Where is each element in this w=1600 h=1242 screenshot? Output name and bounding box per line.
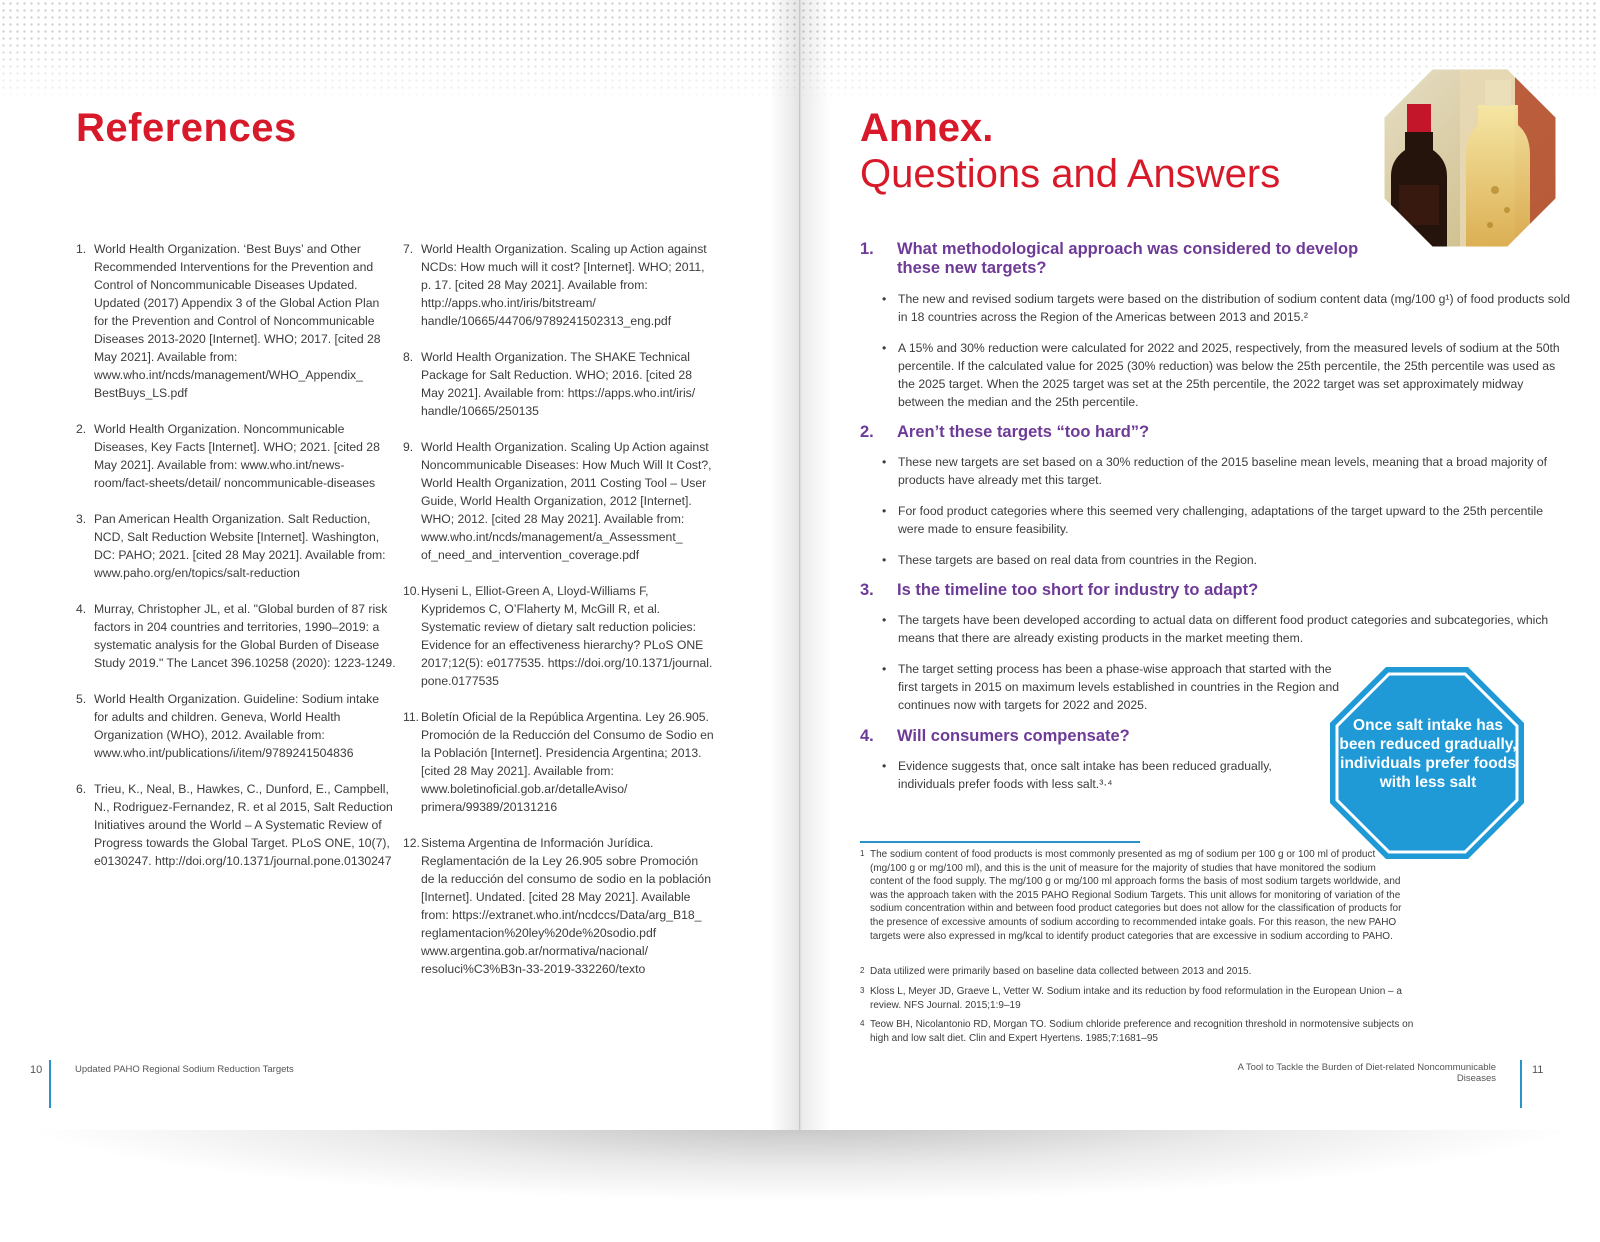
footer-rule [1520,1060,1522,1108]
reference-text: Hyseni L, Elliot-Green A, Lloyd-Williams F, Kypridemos C, O’Flaherty M, McGill R, et al. Systematic review of dietary salt reduction policies: Evidence for an effectiveness hierarchy? PLoS ONE 2017;12(5): e0177535. https://doi.org/10.1371/journal. pone.0177535 [421,584,713,688]
question-number: 3. [860,581,874,599]
question-1 [860,240,1358,278]
reference-text: Boletín Oficial de la República Argentina. Ley 26.905. Promoción de la Reducción del Consumo de Sodio en la Población [Internet]. Presidencia Argentina; 2013. [cited 28 May 2021]. Available from: www.boletinoficial.gob.ar/detalleAviso/ primera/99389/20131216 [421,710,714,814]
bottles-photo-octagon [1375,60,1565,256]
answer-text: These new targets are set based on a 30% reduction of the 2015 baseline mean levels, meaning that a broad majority of products have already met this target. [898,455,1548,487]
answer-bullet: • A 15% and 30% reduction were calculated for 2022 and 2025, respectively, from the measured levels of sodium at the 50th percentile. If the calculated value for 2025 (30% reduction) was below the 25th percentile, the 25th percentile was used as the 2025 target. When the 2025 target was set at the 25th percentile, the 2022 target was set approximately midway between the median and the 25th percentile. [882,339,1572,411]
reference-item [76,420,396,492]
page-number: 10 [30,1064,43,1076]
running-footer-title: A Tool to Tackle the Burden of Diet-related Noncommunicable Diseases [1237,1062,1496,1084]
reference-number: 6. [76,782,87,796]
answer-bullet: • The targets have been developed according to actual data on different food product categories and subcategories, which means that there are already existing products in the market meeting them. [882,611,1572,647]
answer-text: The new and revised sodium targets were based on the distribution of sodium content data (mg/100 g¹) of food products sold in 18 countries across the Region of the Americas between 2013 and 2015.² [898,292,1571,324]
question-3 [860,581,1258,600]
reference-text: Pan American Health Organization. Salt Reduction, NCD, Salt Reduction Website [Internet]. Washington, DC: PAHO; 2021. [cited 28 May 2021]. Available from: www.paho.org/en/topics/salt-reduction [94,512,386,580]
question-4 [860,727,1130,746]
answer-bullet: • These new targets are set based on a 30% reduction of the 2015 baseline mean levels, meaning that a broad majority of products have already met this target. [882,453,1572,489]
answer-bullet: • These targets are based on real data from countries in the Region. [882,553,1258,567]
answer-bullet: • For food product categories where this seemed very challenging, adaptations of the target upward to the 25th percentile were made to ensure feasibility. [882,502,1572,538]
reference-number: 12. [403,836,420,850]
footnote-number: 2 [860,966,865,975]
reference-text: World Health Organization. Guideline: Sodium intake for adults and children. Geneva, World Health Organization (WHO), 2012. Available from: www.who.int/publications/i/item/9789241504836 [94,692,379,760]
right-page [800,0,1600,1130]
annex-title: Annex. [860,106,994,150]
footnote-rule [860,841,1140,843]
footnote-text: Teow BH, Nicolantonio RD, Morgan TO. Sodium chloride preference and recognition threshold in normotensive subjects on high and low salt diet. Clin and Expert Hyertens. 1985;7:1681–95 [870,1019,1414,1044]
footnote [860,1018,1420,1045]
reference-number: 11. [403,710,420,724]
question-text [897,240,1358,278]
reference-item [403,240,715,330]
reference-number: 7. [403,242,414,256]
reference-text: World Health Organization. The SHAKE Technical Package for Salt Reduction. WHO; 2016. [cited 28 May 2021]. Available from: https://apps.who.int/iris/ handle/10665/250135 [421,350,696,418]
page-title: References [76,106,297,150]
reference-number: 9. [403,440,414,454]
references-column-2 [403,240,715,996]
answer-text: These targets are based on real data from countries in the Region. [898,553,1258,567]
reference-text: World Health Organization. ‘Best Buys’ and Other Recommended Interventions for the Prevention and Control of Noncommunicable Diseases Updated. Updated (2017) Appendix 3 of the Global Action Plan for the Prevention and Control of Noncommunicable Diseases 2013-2020 [Internet]. WHO; 2017. [cited 28 May 2021]. Available from: www.who.int/ncds/management/WHO_Appendix_ BestBuys_LS.pdf [94,242,381,400]
reference-text: World Health Organization. Scaling up Action against NCDs: How much will it cost? [Internet]. WHO; 2011, p. 17. [cited 28 May 2021]. Available from: http://apps.who.int/iris/bitstream/ handle/10665/44706/9789241502313_eng.pdf [421,242,707,328]
answer-text: The target setting process has been a phase-wise approach that started with the first targets in 2015 on maximum levels established in countries in the Region and continues now with targets for 2022 and 2025. [898,662,1340,712]
reference-text: Murray, Christopher JL, et al. "Global burden of 87 risk factors in 204 countries and territories, 1990–2019: a systematic analysis for the Global Burden of Disease Study 2019." The Lancet 396.10258 (2020): 1223-1249. [94,602,396,670]
answer-text: A 15% and 30% reduction were calculated for 2022 and 2025, respectively, from the measured levels of sodium at the 50th percentile. If the calculated value for 2025 (30% reduction) was below the 25th percentile, the 25th percentile was used as the 2025 target. When the 2025 target was set at the 25th percentile, the 2022 target was set approximately midway between the median and the 25th percentile. [898,341,1560,409]
answer-bullet: • Evidence suggests that, once salt intake has been reduced gradually, individuals prefer foods with less salt.³·⁴ [882,757,1282,793]
reference-item [403,582,715,690]
footnote-text: Data utilized were primarily based on baseline data collected between 2013 and 2015. [870,966,1252,977]
reference-number: 5. [76,692,87,706]
reference-item [76,510,396,582]
reference-number: 10. [403,584,420,598]
reference-item [403,348,715,420]
reference-item [403,834,715,978]
reference-item [403,438,715,564]
question-number: 1. [860,240,874,258]
reference-text: World Health Organization. Noncommunicable Diseases, Key Facts [Internet]. WHO; 2021. [cited 28 May 2021]. Available from: www.who.int/news-room/fact-sheets/detail/ noncommunicable-diseases [94,422,380,490]
left-page [0,0,800,1130]
page-number: 11 [1532,1064,1544,1076]
footnote-number: 3 [860,986,865,995]
reference-number: 2. [76,422,87,436]
reference-number: 3. [76,512,87,526]
dotted-header-pattern [0,0,800,105]
footnote-number: 4 [860,1019,865,1028]
question-number: 2. [860,423,874,441]
question-text: Will consumers compensate? [897,727,1130,745]
question-line: these new targets? [897,259,1047,277]
reference-number: 8. [403,350,414,364]
question-line: What methodological approach was considered to develop [897,240,1359,258]
reference-item [76,690,396,762]
footnote-number: 1 [860,849,865,858]
footer-rule [49,1060,51,1108]
reference-item [76,780,396,870]
annex-subtitle: Questions and Answers [860,152,1281,196]
callout-text: Once salt intake has been reduced gradually, individuals prefer foods with less salt [1339,717,1517,791]
question-text: Is the timeline too short for industry to adapt? [897,581,1259,599]
reference-item [76,240,396,402]
reference-item [76,600,396,672]
answer-bullet: • The target setting process has been a phase-wise approach that started with the first targets in 2015 on maximum levels established in countries in the Region and continues now with targets for 2022 and 2025. [882,660,1352,714]
reference-item [403,708,715,816]
answer-text: The targets have been developed according to actual data on different food product categories and subcategories, which means that there are already existing products in the market meeting them. [898,613,1549,645]
answer-bullet: • The new and revised sodium targets were based on the distribution of sodium content data (mg/100 g¹) of food products sold in 18 countries across the Region of the Americas between 2013 and 2015.² [882,292,1571,324]
reference-number: 4. [76,602,87,616]
footnote [860,985,1420,1012]
footnote [860,965,1460,979]
running-footer-title: Updated PAHO Regional Sodium Reduction Targets [75,1064,294,1075]
footnote-text: The sodium content of food products is most commonly presented as mg of sodium per 100 g or 100 ml of product (mg/100 g or mg/100 ml), and this is the unit of measure for the majority of studies that have monitored the sodium content of the food supply. The mg/100 g or mg/100 ml approach forms the basis of most sodium targets worldwide, and was the approach taken with the 2015 PAHO Regional Sodium Targets. This unit allows for monitoring of variation of the sodium concentration within and between food product categories but does not allow for the classification of products for the presence of excessive amounts of sodium according to recommended intake goals. For this reason, the new PAHO targets were also expressed in mg/kcal to identify product categories that are excessive in sodium according to PAHO. [870,849,1402,942]
question-text: Aren’t these targets “too hard”? [897,423,1150,441]
references-column-1 [76,240,396,888]
question-2 [860,423,1149,442]
reference-text: Trieu, K., Neal, B., Hawkes, C., Dunford, E., Campbell, N., Rodriguez-Fernandez, R. et al 2015, Salt Reduction Initiatives around the World – A Systematic Review of Progress towards the Global Target. PLoS ONE, 10(7), e0130247. http://doi.org/10.1371/journal.pone.0130247 [94,782,393,868]
footnote [860,848,1408,943]
footnote-text: Kloss L, Meyer JD, Graeve L, Vetter W. Sodium intake and its reduction by food reformulation in the European Union – a review. NFS Journal. 2015;1:9–19 [870,986,1402,1011]
answer-text: Evidence suggests that, once salt intake has been reduced gradually, individuals prefer foods with less salt.³·⁴ [898,759,1272,791]
question-number: 4. [860,727,874,745]
reference-number: 1. [76,242,87,256]
reference-text: Sistema Argentina de Información Jurídica. Reglamentación de la Ley 26.905 sobre Promoción de la reducción del consumo de sodio en la población [Internet]. Undated. [cited 28 May 2021]. Available from: https://extranet.who.int/ncdccs/Data/arg_B18_ reglamentacion%20ley%20de%20sodio.pdf www.argentina.gob.ar/normativa/nacional/ resoluci%C3%B3n-33-2019-332260/texto [421,836,711,976]
answer-text: For food product categories where this seemed very challenging, adaptations of the target upward to the 25th percentile were made to ensure feasibility. [898,504,1543,536]
reference-text: World Health Organization. Scaling Up Action against Noncommunicable Diseases: How Much Will It Cost?, World Health Organization, 2011 Costing Tool – User Guide, World Health Organization, 2012 [Internet]. WHO; 2012. [cited 28 May 2021]. Available from: www.who.int/ncds/management/a_Assessment_ of_need_and_intervention_coverage.pdf [421,440,712,562]
